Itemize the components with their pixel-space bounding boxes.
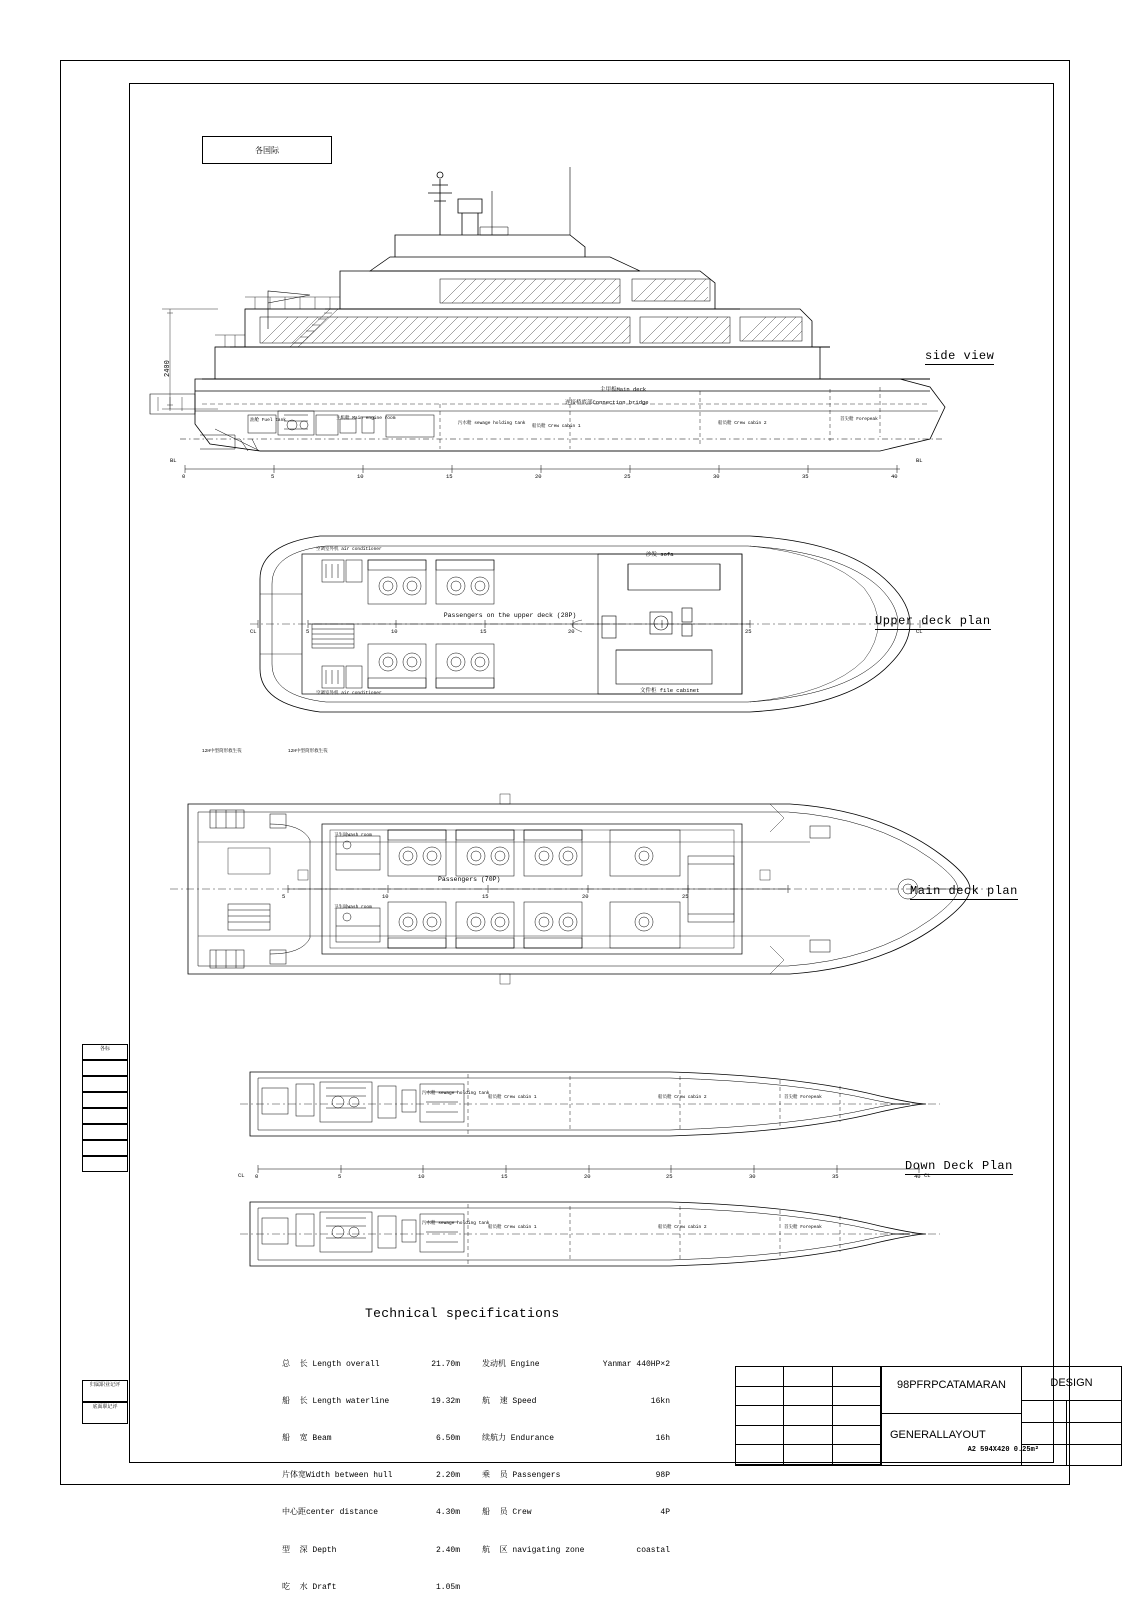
upper-deck-tick-5: 5 xyxy=(306,628,310,635)
side-view-label-main-deck: 主甲板Main deck xyxy=(600,386,647,393)
revision-cell xyxy=(833,1387,881,1407)
spec-label: 中心距center distance xyxy=(282,1508,379,1518)
spec-row xyxy=(482,1470,677,1482)
side-view-tick-40: 40 xyxy=(891,473,898,480)
spec-value: Yanmar 440HP×2 xyxy=(602,1359,670,1369)
spec-value: 1.05m xyxy=(435,1582,460,1592)
main-deck-label-washroom-2: 卫生间Wash room xyxy=(334,905,372,910)
drawing-header-label: 各国际 xyxy=(255,146,279,156)
spec-value: 16kn xyxy=(650,1396,670,1406)
side-view-tick-5: 5 xyxy=(271,473,275,480)
revision-cell xyxy=(736,1387,784,1407)
upper-deck-plan-drawing xyxy=(250,524,930,724)
main-deck-label-washroom-1: 卫生间Wash room xyxy=(334,833,372,838)
title-block-divider xyxy=(1066,1400,1067,1465)
spec-label: 乘 员 Passengers xyxy=(482,1471,561,1481)
spec-value: 2.20m xyxy=(435,1471,460,1481)
spec-value: 4.30m xyxy=(435,1508,460,1518)
side-view-label-crew-cabin-2: 船员舱 Crew cabin 2 xyxy=(718,421,767,426)
revision-cell xyxy=(736,1406,784,1426)
side-view-tick-0: 0 xyxy=(182,473,186,480)
upper-deck-centerline-label-left: CL xyxy=(250,628,257,635)
drawing-frame xyxy=(129,83,1093,1592)
upper-deck-tick-25: 25 xyxy=(745,628,752,635)
down-deck-tick-30: 30 xyxy=(749,1173,756,1180)
spec-value: 19.32m xyxy=(431,1396,460,1406)
spec-label: 船 员 Crew xyxy=(482,1508,532,1518)
spec-right-column xyxy=(482,1334,677,1582)
left-margin-label-1: 归属职业记评 xyxy=(89,1382,120,1388)
down-deck-tick-5: 5 xyxy=(338,1173,342,1180)
side-view-title: side view xyxy=(925,349,995,363)
side-view-tick-30: 30 xyxy=(713,473,720,480)
spec-row xyxy=(482,1507,677,1519)
revision-cell xyxy=(736,1445,784,1465)
spec-label: 吃 水 Draft xyxy=(282,1582,337,1592)
down-deck-tick-35: 35 xyxy=(832,1173,839,1180)
spec-left-column xyxy=(282,1334,462,1619)
drawing-name: GENERALLAYOUT xyxy=(890,1429,986,1441)
down-deck-label-crew-cabin-1-b: 船员舱 Crew cabin 1 xyxy=(488,1225,537,1230)
down-deck-label-forepeak-b: 首尖舱 Forepeak xyxy=(784,1225,822,1230)
down-deck-label-sewage-tank: 污水舱 sewage holding tank xyxy=(422,1091,490,1096)
title-block-divider xyxy=(882,1413,1021,1414)
down-deck-label-sewage-tank-2: 污水舱 sewage holding tank xyxy=(422,1221,490,1226)
side-view-drawing xyxy=(140,139,950,489)
revision-cell xyxy=(784,1426,832,1446)
spec-row xyxy=(282,1545,462,1557)
down-deck-tick-20: 20 xyxy=(584,1173,591,1180)
spec-row xyxy=(282,1359,462,1371)
spec-label: 型 深 Depth xyxy=(282,1545,337,1555)
spec-value: 16h xyxy=(655,1434,670,1444)
main-deck-tick-20: 20 xyxy=(582,893,589,900)
sheet-code-label: A2 594X420 0.25m² xyxy=(967,1446,1039,1454)
upper-deck-tick-15: 15 xyxy=(480,628,487,635)
upper-deck-tick-20: 20 xyxy=(568,628,575,635)
revision-cell xyxy=(736,1367,784,1387)
down-deck-tick-15: 15 xyxy=(501,1173,508,1180)
side-view-label-baseline-left: BL xyxy=(170,457,177,464)
spec-row xyxy=(282,1582,462,1594)
revision-cell xyxy=(833,1445,881,1465)
spec-label: 总 长 Length overall xyxy=(282,1359,380,1369)
main-deck-plan-title: Main deck plan xyxy=(910,884,1018,898)
revision-cell xyxy=(784,1387,832,1407)
spec-row xyxy=(282,1396,462,1408)
upper-deck-label-ac-2: 空调室外机 air conditioner xyxy=(316,691,382,696)
title-block xyxy=(735,1366,1122,1466)
title-block-divider xyxy=(1022,1422,1121,1423)
side-view-tick-15: 15 xyxy=(446,473,453,480)
technical-specifications-table xyxy=(282,1334,670,1592)
down-deck-centerline-label-left: CL xyxy=(238,1172,245,1179)
upper-deck-label-sofa: 沙发 sofa xyxy=(646,551,674,558)
side-view-label-engine-room: 主机舱 Main engine room xyxy=(336,416,396,421)
side-view-label-sewage-tank: 污水舱 sewage holding tank xyxy=(458,421,526,426)
down-deck-centerline-label-right: CL xyxy=(924,1172,931,1179)
side-view-tick-20: 20 xyxy=(535,473,542,480)
spec-value: 6.50m xyxy=(435,1434,460,1444)
down-deck-label-forepeak: 首尖舱 Forepeak xyxy=(784,1095,822,1100)
main-deck-tick-10: 10 xyxy=(382,893,389,900)
spec-row xyxy=(482,1359,677,1371)
spec-value: 2.40m xyxy=(435,1545,460,1555)
side-view-label-forepeak: 首尖舱 Forepeak xyxy=(840,417,878,422)
title-block-divider xyxy=(1022,1444,1121,1445)
down-deck-tick-0: 0 xyxy=(255,1173,259,1180)
main-deck-label-liferaft-2: 12H中型筒形救生筏 xyxy=(288,749,328,754)
down-deck-label-crew-cabin-1: 船员舱 Crew cabin 1 xyxy=(488,1095,537,1100)
spec-row xyxy=(482,1396,677,1408)
side-view-height-dimension: 2400 xyxy=(164,360,172,377)
revision-cell xyxy=(833,1367,881,1387)
down-deck-plan-drawing xyxy=(240,1064,940,1284)
down-deck-tick-10: 10 xyxy=(418,1173,425,1180)
spec-row xyxy=(282,1507,462,1519)
spec-row xyxy=(282,1470,462,1482)
upper-deck-label-file-cabinet: 文件柜 file cabinet xyxy=(640,687,700,694)
left-margin-label-2: 底面职记评 xyxy=(92,1404,118,1410)
upper-deck-plan-title: Upper deck plan xyxy=(875,614,991,628)
main-deck-label-passengers: Passengers (70P) xyxy=(438,876,501,883)
side-view-label-crew-cabin-1: 船员舱 Crew cabin 1 xyxy=(532,424,581,429)
spec-label: 片体宽Width between hull xyxy=(282,1471,393,1481)
spec-label: 船 宽 Beam xyxy=(282,1434,332,1444)
spec-row xyxy=(282,1433,462,1445)
upper-deck-centerline-label-right: CL xyxy=(916,628,923,635)
spec-value: coastal xyxy=(636,1545,670,1555)
down-deck-label-crew-cabin-2-b: 船员舱 Crew cabin 2 xyxy=(658,1225,707,1230)
upper-deck-tick-10: 10 xyxy=(391,628,398,635)
spec-row xyxy=(482,1433,677,1445)
revision-cell xyxy=(833,1426,881,1446)
drawing-sheet-border xyxy=(60,60,1093,1592)
side-view-tick-25: 25 xyxy=(624,473,631,480)
main-deck-tick-5: 5 xyxy=(282,893,286,900)
revision-cell xyxy=(833,1406,881,1426)
main-deck-plan-drawing xyxy=(170,749,990,1014)
revision-cell xyxy=(784,1445,832,1465)
spec-label: 航 区 navigating zone xyxy=(482,1545,585,1555)
side-view-label-connection-bridge: 连接桥底部Connection bridge xyxy=(565,399,649,406)
title-block-divider xyxy=(1022,1400,1121,1401)
main-deck-tick-25: 25 xyxy=(682,893,689,900)
main-deck-label-liferaft-1: 12H中型筒形救生筏 xyxy=(202,749,242,754)
down-deck-tick-40: 40 xyxy=(914,1173,921,1180)
spec-value: 21.70m xyxy=(431,1359,460,1369)
side-view-label-fuel-tank: 油舱 Fuel tank xyxy=(250,418,287,423)
spec-label: 发动机 Engine xyxy=(482,1359,540,1369)
down-deck-tick-25: 25 xyxy=(666,1173,673,1180)
revision-cell xyxy=(736,1426,784,1446)
spec-label: 航 速 Speed xyxy=(482,1396,537,1406)
spec-value: 4P xyxy=(660,1508,670,1518)
upper-deck-label-passengers: Passengers on the upper deck (28P) xyxy=(443,612,577,619)
main-deck-tick-15: 15 xyxy=(482,893,489,900)
title-block-revision-grid xyxy=(736,1367,882,1465)
revision-cell xyxy=(784,1406,832,1426)
side-view-tick-10: 10 xyxy=(357,473,364,480)
upper-deck-label-ac-1: 空调室外机 air conditioner xyxy=(316,547,382,552)
spec-label: 船 长 Length waterline xyxy=(282,1396,390,1406)
revision-cell xyxy=(784,1367,832,1387)
project-name: 98PFRPCATAMARAN xyxy=(896,1379,1006,1391)
side-view-label-baseline-right: BL xyxy=(916,457,923,464)
down-deck-plan-title: Down Deck Plan xyxy=(905,1159,1013,1173)
technical-specifications-title: Technical specifications xyxy=(365,1306,560,1321)
spec-value: 98P xyxy=(655,1471,670,1481)
spec-row xyxy=(482,1545,677,1557)
spec-label: 续航力 Endurance xyxy=(482,1434,555,1444)
design-label: DESIGN xyxy=(1050,1377,1093,1389)
side-view-tick-35: 35 xyxy=(802,473,809,480)
left-margin-label-0: 各标 xyxy=(99,1046,110,1052)
down-deck-label-crew-cabin-2: 船员舱 Crew cabin 2 xyxy=(658,1095,707,1100)
